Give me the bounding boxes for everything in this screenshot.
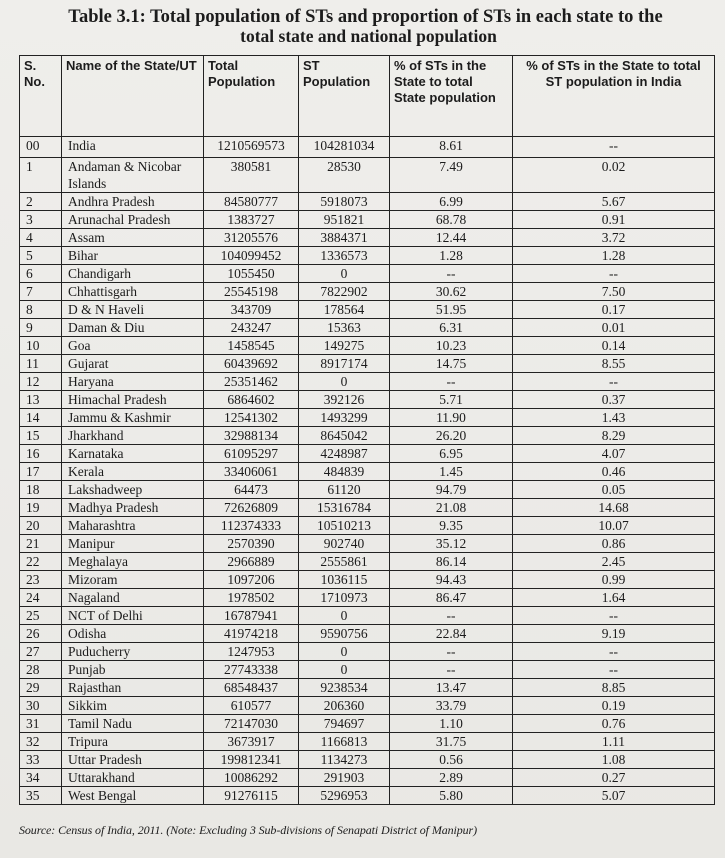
cell-st-population: 0 xyxy=(299,661,390,679)
cell-total-population: 72626809 xyxy=(204,499,299,517)
cell-total-population: 380581 xyxy=(204,158,299,193)
cell-total-population: 1055450 xyxy=(204,265,299,283)
cell-pct-nation: 0.02 xyxy=(513,158,715,193)
cell-name: Madhya Pradesh xyxy=(62,499,204,517)
cell-total-population: 343709 xyxy=(204,301,299,319)
table-title-line-2: total state and national population xyxy=(240,26,497,46)
cell-pct-state: 30.62 xyxy=(390,283,513,301)
table-row xyxy=(20,137,715,158)
cell-sno: 22 xyxy=(20,553,62,571)
cell-pct-nation: 0.76 xyxy=(513,715,715,733)
cell-sno: 00 xyxy=(20,137,62,158)
cell-total-population: 6864602 xyxy=(204,391,299,409)
cell-pct-state: -- xyxy=(390,265,513,283)
cell-st-population: 178564 xyxy=(299,301,390,319)
table-body xyxy=(20,137,715,805)
table-row xyxy=(20,193,715,211)
cell-name: Goa xyxy=(62,337,204,355)
cell-pct-state: 26.20 xyxy=(390,427,513,445)
source-note: Source: Census of India, 2011. (Note: Excluding 3 Sub-divisions of Senapati District of Manipur) xyxy=(19,823,478,837)
cell-total-population: 84580777 xyxy=(204,193,299,211)
cell-pct-nation: 0.19 xyxy=(513,697,715,715)
cell-sno: 21 xyxy=(20,535,62,553)
cell-pct-state: 0.56 xyxy=(390,751,513,769)
cell-pct-state: 22.84 xyxy=(390,625,513,643)
cell-st-population: 0 xyxy=(299,373,390,391)
table-row xyxy=(20,679,715,697)
cell-pct-nation: 7.50 xyxy=(513,283,715,301)
cell-pct-state: 35.12 xyxy=(390,535,513,553)
table-row xyxy=(20,319,715,337)
cell-total-population: 10086292 xyxy=(204,769,299,787)
cell-st-population: 5918073 xyxy=(299,193,390,211)
cell-pct-state: 94.79 xyxy=(390,481,513,499)
cell-name: Puducherry xyxy=(62,643,204,661)
cell-name: Chandigarh xyxy=(62,265,204,283)
cell-st-population: 8917174 xyxy=(299,355,390,373)
cell-pct-state: 13.47 xyxy=(390,679,513,697)
cell-name: Himachal Pradesh xyxy=(62,391,204,409)
cell-total-population: 3673917 xyxy=(204,733,299,751)
cell-pct-nation: 0.99 xyxy=(513,571,715,589)
cell-pct-nation: 9.19 xyxy=(513,625,715,643)
cell-total-population: 1458545 xyxy=(204,337,299,355)
cell-sno: 25 xyxy=(20,607,62,625)
cell-sno: 1 xyxy=(20,158,62,193)
cell-name: Odisha xyxy=(62,625,204,643)
table-row xyxy=(20,301,715,319)
cell-total-population: 1978502 xyxy=(204,589,299,607)
cell-sno: 20 xyxy=(20,517,62,535)
cell-sno: 7 xyxy=(20,283,62,301)
cell-sno: 31 xyxy=(20,715,62,733)
cell-pct-nation: 0.46 xyxy=(513,463,715,481)
cell-st-population: 9590756 xyxy=(299,625,390,643)
cell-name: Daman & Diu xyxy=(62,319,204,337)
cell-st-population: 794697 xyxy=(299,715,390,733)
cell-name: Jharkhand xyxy=(62,427,204,445)
cell-name: Mizoram xyxy=(62,571,204,589)
table-row xyxy=(20,661,715,679)
cell-st-population: 392126 xyxy=(299,391,390,409)
cell-st-population: 902740 xyxy=(299,535,390,553)
cell-pct-nation: 14.68 xyxy=(513,499,715,517)
cell-pct-nation: 0.27 xyxy=(513,769,715,787)
cell-sno: 14 xyxy=(20,409,62,427)
cell-sno: 4 xyxy=(20,229,62,247)
cell-name: Tamil Nadu xyxy=(62,715,204,733)
cell-st-population: 5296953 xyxy=(299,787,390,805)
table-row xyxy=(20,751,715,769)
cell-sno: 35 xyxy=(20,787,62,805)
table-row xyxy=(20,373,715,391)
cell-st-population: 206360 xyxy=(299,697,390,715)
cell-pct-nation: 8.85 xyxy=(513,679,715,697)
table-row xyxy=(20,337,715,355)
cell-total-population: 12541302 xyxy=(204,409,299,427)
cell-pct-nation: 1.43 xyxy=(513,409,715,427)
cell-total-population: 68548437 xyxy=(204,679,299,697)
cell-pct-nation: 10.07 xyxy=(513,517,715,535)
table-row xyxy=(20,247,715,265)
cell-total-population: 41974218 xyxy=(204,625,299,643)
table-row xyxy=(20,158,715,193)
cell-pct-nation: 1.08 xyxy=(513,751,715,769)
cell-name: Kerala xyxy=(62,463,204,481)
table-row xyxy=(20,643,715,661)
cell-pct-state: 21.08 xyxy=(390,499,513,517)
header-name: Name of the State/UT xyxy=(62,56,204,137)
cell-sno: 5 xyxy=(20,247,62,265)
table-row xyxy=(20,625,715,643)
cell-st-population: 149275 xyxy=(299,337,390,355)
cell-sno: 16 xyxy=(20,445,62,463)
cell-total-population: 61095297 xyxy=(204,445,299,463)
cell-pct-nation: -- xyxy=(513,373,715,391)
cell-total-population: 199812341 xyxy=(204,751,299,769)
table-row xyxy=(20,463,715,481)
cell-sno: 27 xyxy=(20,643,62,661)
table-title xyxy=(0,8,725,46)
cell-pct-nation: -- xyxy=(513,607,715,625)
cell-sno: 11 xyxy=(20,355,62,373)
table-row xyxy=(20,697,715,715)
cell-name: Andhra Pradesh xyxy=(62,193,204,211)
cell-pct-nation: 8.55 xyxy=(513,355,715,373)
table-row xyxy=(20,283,715,301)
table-row xyxy=(20,229,715,247)
cell-total-population: 2570390 xyxy=(204,535,299,553)
cell-sno: 10 xyxy=(20,337,62,355)
cell-sno: 12 xyxy=(20,373,62,391)
cell-st-population: 1710973 xyxy=(299,589,390,607)
cell-st-population: 0 xyxy=(299,643,390,661)
cell-pct-nation: 0.91 xyxy=(513,211,715,229)
cell-total-population: 1383727 xyxy=(204,211,299,229)
cell-pct-nation: 1.28 xyxy=(513,247,715,265)
cell-pct-nation: -- xyxy=(513,643,715,661)
cell-sno: 2 xyxy=(20,193,62,211)
cell-sno: 3 xyxy=(20,211,62,229)
cell-st-population: 61120 xyxy=(299,481,390,499)
cell-sno: 18 xyxy=(20,481,62,499)
cell-name: Meghalaya xyxy=(62,553,204,571)
cell-name: Rajasthan xyxy=(62,679,204,697)
cell-total-population: 64473 xyxy=(204,481,299,499)
header-total-population: Total Population xyxy=(204,56,299,137)
cell-total-population: 16787941 xyxy=(204,607,299,625)
cell-pct-state: 6.95 xyxy=(390,445,513,463)
cell-pct-state: 9.35 xyxy=(390,517,513,535)
table-row xyxy=(20,553,715,571)
cell-name: West Bengal xyxy=(62,787,204,805)
cell-st-population: 291903 xyxy=(299,769,390,787)
cell-sno: 9 xyxy=(20,319,62,337)
cell-st-population: 7822902 xyxy=(299,283,390,301)
cell-name: Chhattisgarh xyxy=(62,283,204,301)
cell-sno: 32 xyxy=(20,733,62,751)
cell-name: India xyxy=(62,137,204,158)
cell-st-population: 8645042 xyxy=(299,427,390,445)
cell-sno: 29 xyxy=(20,679,62,697)
cell-pct-nation: -- xyxy=(513,661,715,679)
cell-sno: 15 xyxy=(20,427,62,445)
cell-pct-state: 86.14 xyxy=(390,553,513,571)
cell-total-population: 25351462 xyxy=(204,373,299,391)
cell-pct-state: 12.44 xyxy=(390,229,513,247)
cell-sno: 24 xyxy=(20,589,62,607)
table-row xyxy=(20,769,715,787)
table-row xyxy=(20,427,715,445)
cell-total-population: 112374333 xyxy=(204,517,299,535)
cell-pct-state: 51.95 xyxy=(390,301,513,319)
cell-name: Uttar Pradesh xyxy=(62,751,204,769)
cell-sno: 6 xyxy=(20,265,62,283)
cell-total-population: 243247 xyxy=(204,319,299,337)
cell-name: Haryana xyxy=(62,373,204,391)
cell-total-population: 31205576 xyxy=(204,229,299,247)
header-pct-state: % of STs in the State to total State population xyxy=(390,56,513,137)
cell-total-population: 32988134 xyxy=(204,427,299,445)
cell-sno: 34 xyxy=(20,769,62,787)
table-row xyxy=(20,481,715,499)
cell-st-population: 951821 xyxy=(299,211,390,229)
cell-pct-nation: 0.37 xyxy=(513,391,715,409)
cell-pct-state: 14.75 xyxy=(390,355,513,373)
cell-name: Lakshadweep xyxy=(62,481,204,499)
cell-pct-state: 94.43 xyxy=(390,571,513,589)
cell-pct-state: 86.47 xyxy=(390,589,513,607)
table-row xyxy=(20,517,715,535)
cell-pct-nation: 8.29 xyxy=(513,427,715,445)
cell-pct-state: 31.75 xyxy=(390,733,513,751)
table-row xyxy=(20,589,715,607)
cell-total-population: 60439692 xyxy=(204,355,299,373)
cell-name: Gujarat xyxy=(62,355,204,373)
cell-st-population: 9238534 xyxy=(299,679,390,697)
cell-total-population: 91276115 xyxy=(204,787,299,805)
cell-pct-nation: 0.86 xyxy=(513,535,715,553)
cell-pct-state: 7.49 xyxy=(390,158,513,193)
cell-st-population: 104281034 xyxy=(299,137,390,158)
table-row xyxy=(20,391,715,409)
cell-name: NCT of Delhi xyxy=(62,607,204,625)
cell-sno: 23 xyxy=(20,571,62,589)
cell-sno: 13 xyxy=(20,391,62,409)
cell-st-population: 15316784 xyxy=(299,499,390,517)
population-table xyxy=(19,55,715,805)
header-pct-nation: % of STs in the State to total ST population in India xyxy=(513,56,715,137)
cell-pct-state: 1.10 xyxy=(390,715,513,733)
table-row xyxy=(20,733,715,751)
cell-sno: 30 xyxy=(20,697,62,715)
cell-pct-state: 1.45 xyxy=(390,463,513,481)
cell-pct-state: 5.80 xyxy=(390,787,513,805)
cell-st-population: 10510213 xyxy=(299,517,390,535)
cell-st-population: 1493299 xyxy=(299,409,390,427)
cell-st-population: 1134273 xyxy=(299,751,390,769)
table-row xyxy=(20,355,715,373)
cell-pct-nation: 5.07 xyxy=(513,787,715,805)
cell-name: Assam xyxy=(62,229,204,247)
cell-st-population: 484839 xyxy=(299,463,390,481)
cell-pct-state: -- xyxy=(390,373,513,391)
cell-total-population: 25545198 xyxy=(204,283,299,301)
cell-name: Bihar xyxy=(62,247,204,265)
cell-name: Maharashtra xyxy=(62,517,204,535)
cell-total-population: 27743338 xyxy=(204,661,299,679)
header-st-population: ST Population xyxy=(299,56,390,137)
table-row xyxy=(20,607,715,625)
cell-st-population: 15363 xyxy=(299,319,390,337)
cell-pct-state: -- xyxy=(390,661,513,679)
cell-pct-state: 6.99 xyxy=(390,193,513,211)
cell-pct-nation: 5.67 xyxy=(513,193,715,211)
cell-name: Sikkim xyxy=(62,697,204,715)
table-row xyxy=(20,265,715,283)
cell-pct-nation: 3.72 xyxy=(513,229,715,247)
table-row xyxy=(20,787,715,805)
cell-st-population: 1336573 xyxy=(299,247,390,265)
table-header-row xyxy=(20,56,715,137)
cell-st-population: 1166813 xyxy=(299,733,390,751)
cell-name: Jammu & Kashmir xyxy=(62,409,204,427)
cell-name: Arunachal Pradesh xyxy=(62,211,204,229)
cell-pct-nation: 0.01 xyxy=(513,319,715,337)
table-row xyxy=(20,535,715,553)
cell-name: Nagaland xyxy=(62,589,204,607)
cell-pct-state: -- xyxy=(390,643,513,661)
table-row xyxy=(20,409,715,427)
cell-pct-nation: 0.05 xyxy=(513,481,715,499)
table-row xyxy=(20,571,715,589)
cell-pct-nation: 0.14 xyxy=(513,337,715,355)
cell-name: Manipur xyxy=(62,535,204,553)
cell-total-population: 1097206 xyxy=(204,571,299,589)
header-sno: S. No. xyxy=(20,56,62,137)
cell-pct-nation: -- xyxy=(513,137,715,158)
cell-pct-state: 33.79 xyxy=(390,697,513,715)
cell-sno: 28 xyxy=(20,661,62,679)
cell-st-population: 2555861 xyxy=(299,553,390,571)
table-title-line-1: Table 3.1: Total population of STs and proportion of STs in each state to the xyxy=(68,7,663,27)
cell-pct-state: 10.23 xyxy=(390,337,513,355)
table-row xyxy=(20,499,715,517)
cell-pct-nation: 2.45 xyxy=(513,553,715,571)
cell-st-population: 28530 xyxy=(299,158,390,193)
cell-total-population: 104099452 xyxy=(204,247,299,265)
cell-name: Karnataka xyxy=(62,445,204,463)
cell-name: Tripura xyxy=(62,733,204,751)
cell-name: Andaman & Nicobar Islands xyxy=(62,158,204,193)
cell-pct-state: -- xyxy=(390,607,513,625)
cell-st-population: 0 xyxy=(299,607,390,625)
cell-pct-state: 2.89 xyxy=(390,769,513,787)
cell-pct-nation: 0.17 xyxy=(513,301,715,319)
cell-name: Punjab xyxy=(62,661,204,679)
cell-pct-nation: 1.11 xyxy=(513,733,715,751)
table-row xyxy=(20,211,715,229)
cell-name: D & N Haveli xyxy=(62,301,204,319)
cell-total-population: 33406061 xyxy=(204,463,299,481)
cell-sno: 19 xyxy=(20,499,62,517)
cell-total-population: 1210569573 xyxy=(204,137,299,158)
cell-pct-state: 8.61 xyxy=(390,137,513,158)
cell-pct-state: 68.78 xyxy=(390,211,513,229)
cell-st-population: 3884371 xyxy=(299,229,390,247)
cell-pct-nation: 1.64 xyxy=(513,589,715,607)
cell-total-population: 2966889 xyxy=(204,553,299,571)
cell-st-population: 0 xyxy=(299,265,390,283)
cell-pct-state: 6.31 xyxy=(390,319,513,337)
cell-st-population: 4248987 xyxy=(299,445,390,463)
cell-pct-state: 1.28 xyxy=(390,247,513,265)
cell-sno: 17 xyxy=(20,463,62,481)
cell-total-population: 610577 xyxy=(204,697,299,715)
cell-st-population: 1036115 xyxy=(299,571,390,589)
cell-sno: 33 xyxy=(20,751,62,769)
cell-pct-state: 11.90 xyxy=(390,409,513,427)
cell-pct-state: 5.71 xyxy=(390,391,513,409)
cell-pct-nation: 4.07 xyxy=(513,445,715,463)
cell-sno: 8 xyxy=(20,301,62,319)
cell-pct-nation: -- xyxy=(513,265,715,283)
table-row xyxy=(20,445,715,463)
cell-sno: 26 xyxy=(20,625,62,643)
cell-name: Uttarakhand xyxy=(62,769,204,787)
table-row xyxy=(20,715,715,733)
cell-total-population: 72147030 xyxy=(204,715,299,733)
cell-total-population: 1247953 xyxy=(204,643,299,661)
